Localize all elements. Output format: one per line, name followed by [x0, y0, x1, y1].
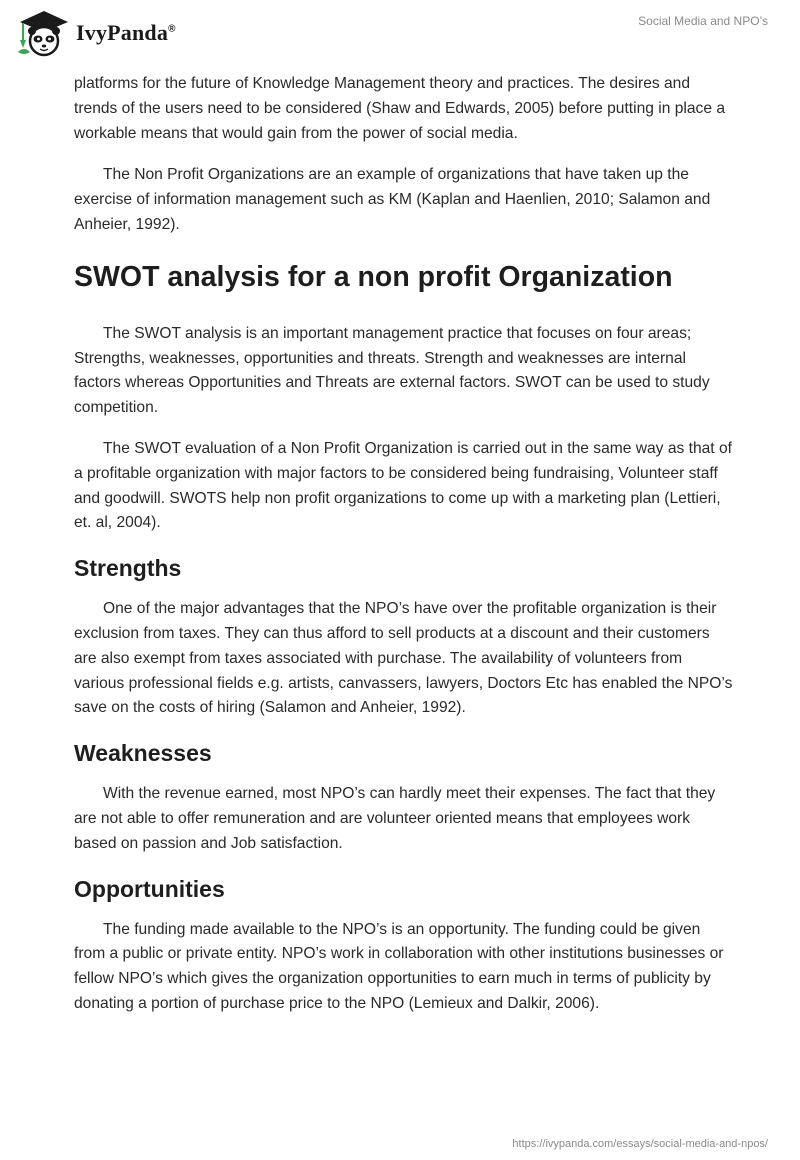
opportunities-heading: Opportunities [74, 875, 225, 902]
weaknesses-heading: Weaknesses [74, 740, 212, 767]
opportunities-paragraph: The funding made available to the NPO’s is an opportunity. The funding could be given from a public or private entity. NPO’s work in collaboration with other institutions businesses or fellow NPO’s which gives the organization opportunities to earn much in terms of publicity by donating a portion of purchase price to the NPO (Lemieux and Dalkir, 2006). [74, 920, 724, 1012]
ivypanda-logo[interactable] [14, 8, 176, 58]
swot-paragraph-2: The SWOT evaluation of a Non Profit Organization is carried out in the same way as that of a profitable organization with major factors to be considered being fundraising, Volunteer staff and goodwill. SWOTS help non profit organizations to come up with a marketing plan (Lettieri, et. al, 2004). [74, 439, 732, 532]
swot-paragraph-1: The SWOT analysis is an important management practice that focuses on four areas; Strengths, weaknesses, opportunities and threats. Strength and weaknesses are internal factors whereas Opportunities and Threats are external factors. SWOT can be used to study competition. [74, 324, 710, 417]
strengths-paragraph: One of the major advantages that the NPO’s have over the profitable organization is their exclusion from taxes. They can thus afford to sell products at a discount and their customers are also exempt from taxes associated with purchase. The availability of volunteers from various professional fields e.g. artists, canvassers, lawyers, Doctors Etc has enabled the NPO’s save on the costs of hiring (Salamon and Anheier, 1992). [74, 600, 733, 717]
panda-graduate-icon [14, 8, 72, 58]
weaknesses-paragraph: With the revenue earned, most NPO’s can hardly meet their expenses. The fact that they are not able to offer remuneration and are volunteer oriented means that employees work based on passion and Job satisfaction. [74, 785, 716, 852]
swot-heading: SWOT analysis for a non profit Organization [74, 260, 673, 293]
essay-body [74, 72, 734, 1017]
page-header [0, 0, 800, 70]
brand-name: IvyPanda® [76, 20, 176, 45]
npo-paragraph: The Non Profit Organizations are an example of organizations that have taken up the exercise of information management such as KM (Kaplan and Haenlien, 2010; Salamon and Anheier, 1992). [74, 166, 711, 233]
source-url[interactable]: https://ivypanda.com/essays/social-media-and-npos/ [512, 1138, 768, 1150]
strengths-heading: Strengths [74, 555, 182, 582]
registered-mark: ® [168, 23, 176, 35]
document-title: Social Media and NPO’s [638, 14, 768, 28]
intro-paragraph: platforms for the future of Knowledge Management theory and practices. The desires and trends of the users need to be considered (Shaw and Edwards, 2005) before putting in place a workable means that would gain from the power of social media. [74, 75, 726, 142]
